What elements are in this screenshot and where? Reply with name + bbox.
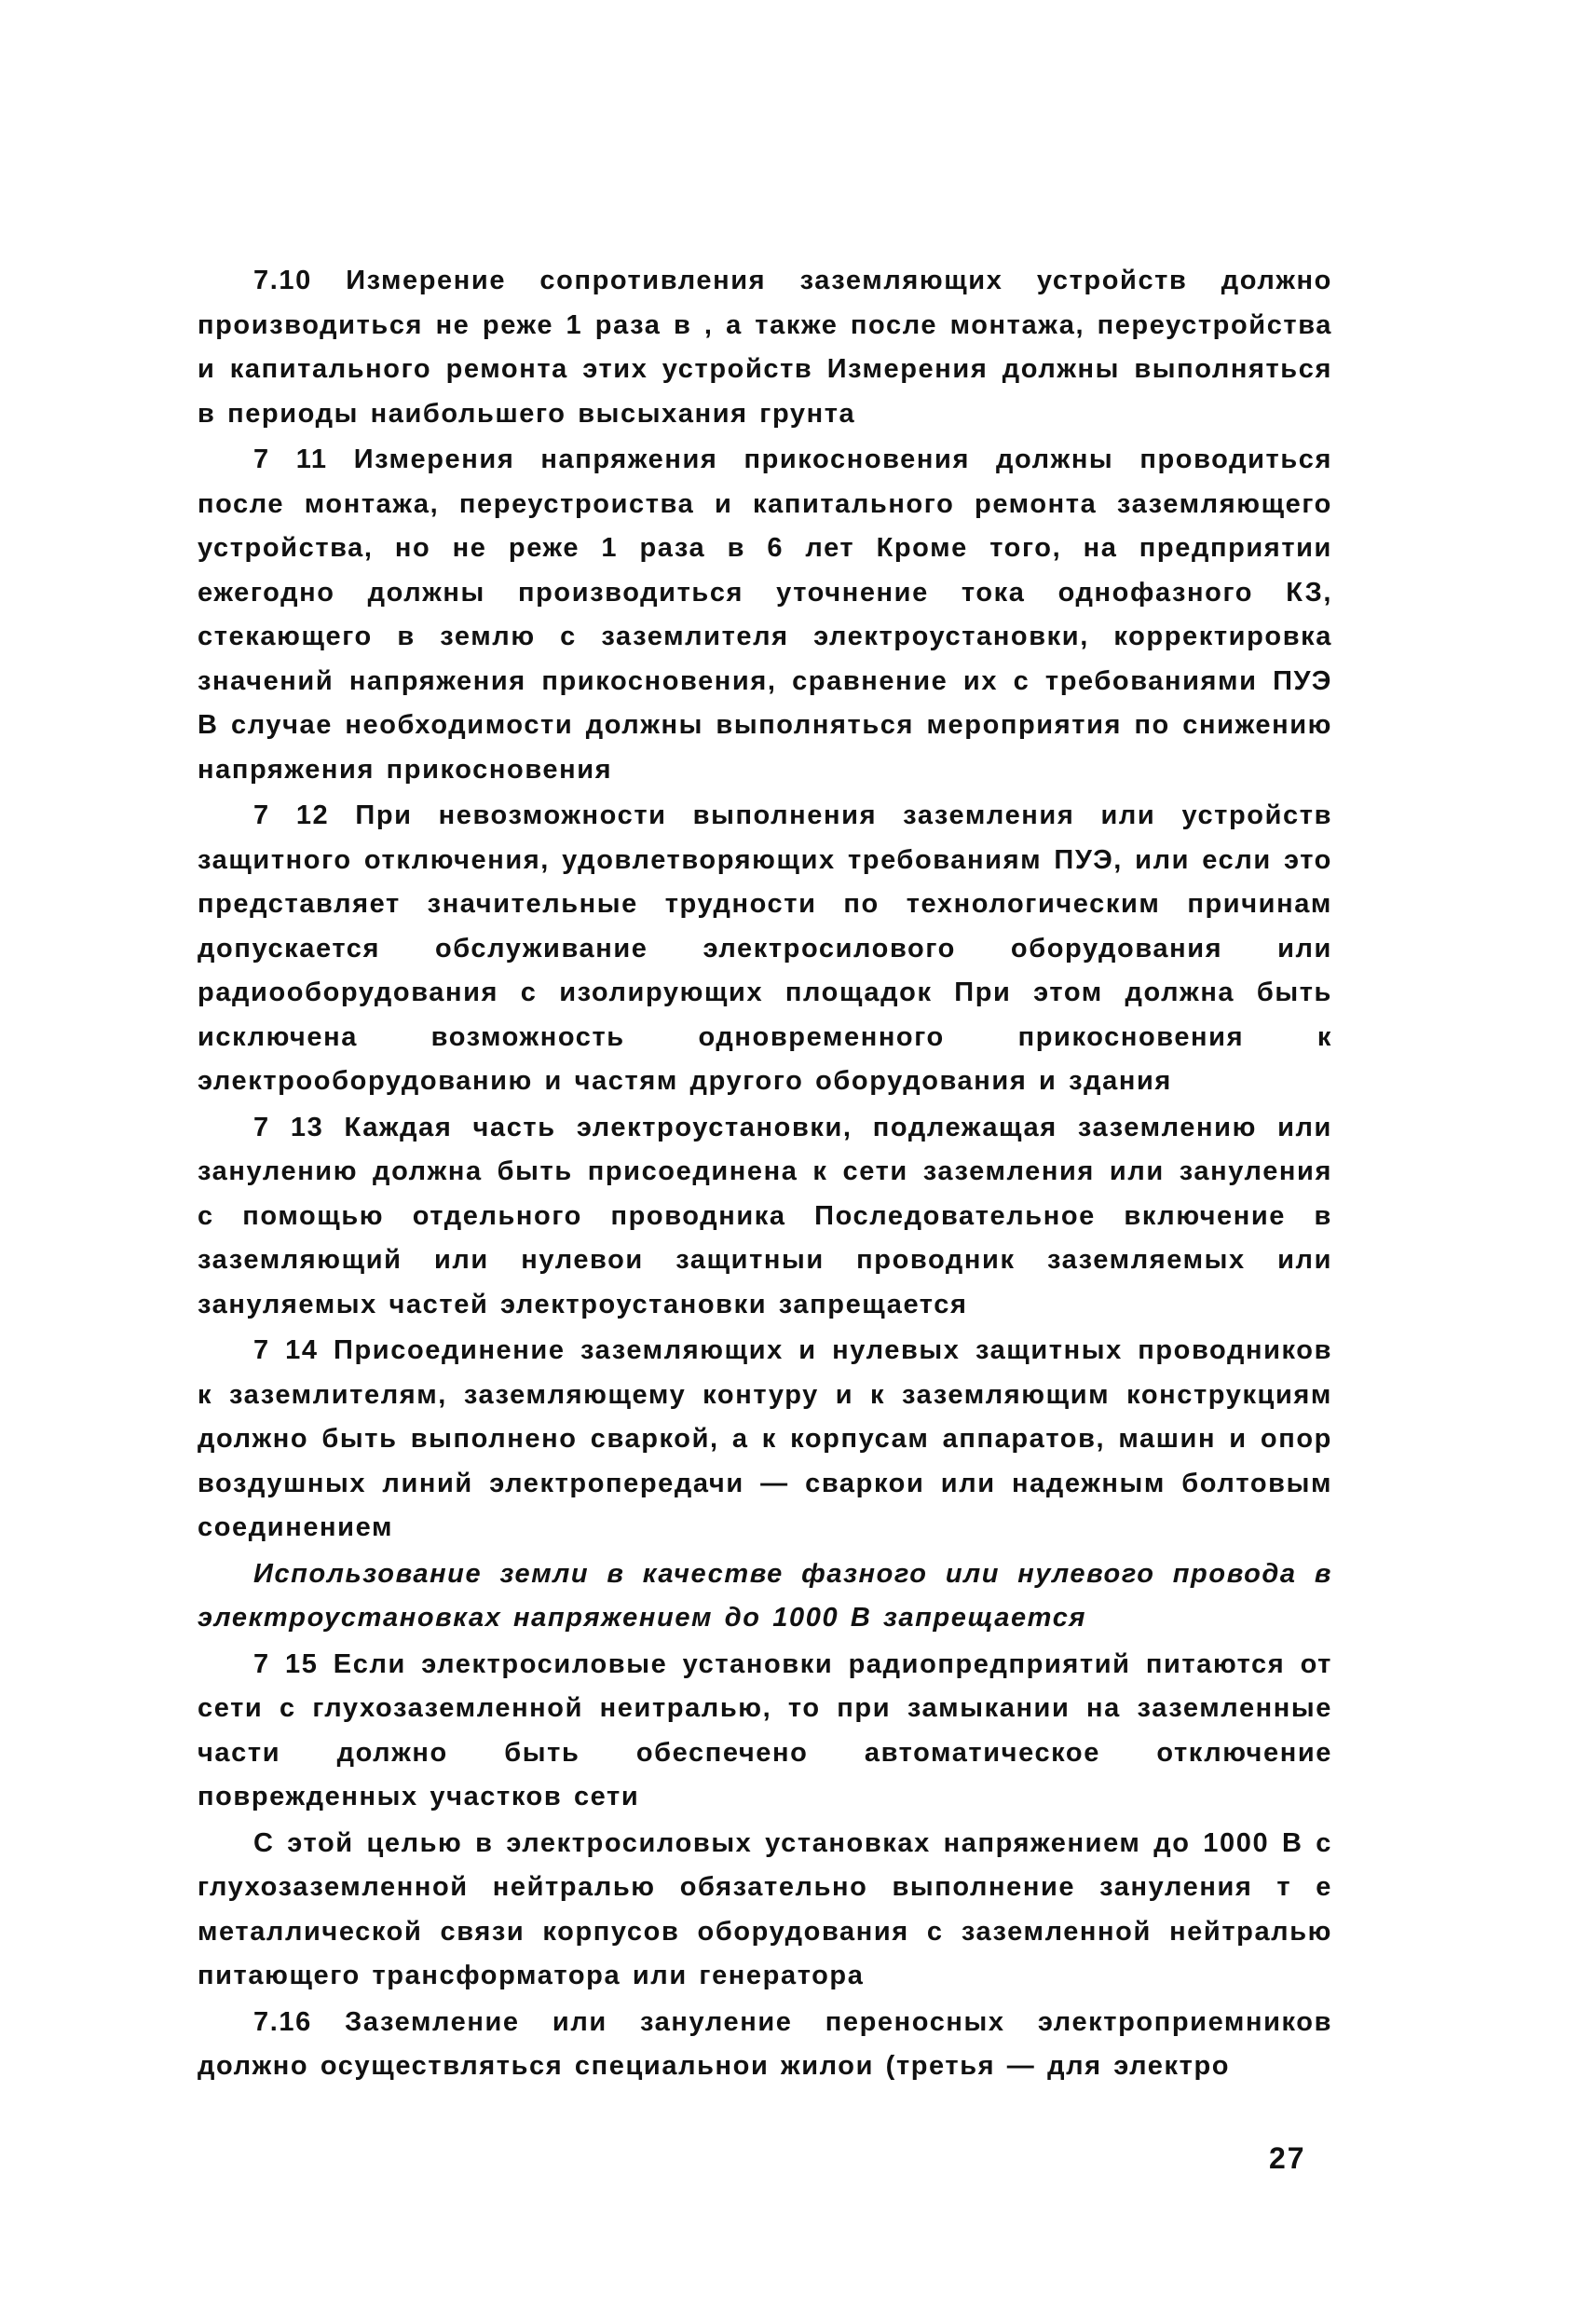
paragraph-7-14-note: Использование земли в качестве фазного или нулевого провода в электроустановках напряжением до 1000 В запрещается — [198, 1558, 1332, 1633]
page-number: 27 — [1269, 2141, 1306, 2175]
paragraph-7-13: 7 13 Каждая часть электроустановки, подлежащая заземлению или занулению должна быть присоединена к сети заземления или зануления с помощью отдельного проводника Последовательное включение в заземляющий или нулевои защитныи проводник заземляемых или зануляемых частей электроустановки запрещается — [198, 1112, 1332, 1319]
paragraph-7-15: 7 15 Если электросиловые установки радиопредприятий питаются от сети с глухозаземленной неитралью, то при замыкании на заземленные части должно быть обеспечено автоматическое отключение поврежденных участков сети — [198, 1648, 1332, 1811]
paragraph-7-12: 7 12 При невозможности выполнения заземления или устройств защитного отключения, удовлетворяющих требованиям ПУЭ, или если это представляет значительные трудности по технологическим причинам допускается обслуживание электросилового оборудования или радиооборудования с изолирующих площадок При этом должна быть исключена возможность одновременного прикосновения к электрооборудованию и частям другого оборудования и здания — [198, 800, 1332, 1096]
paragraph-7-11: 7 11 Измерения напряжения прикосновения должны проводиться после монтажа, переустроиства и капитального ремонта заземляющего устройства, но не реже 1 раза в 6 лет Кроме того, на предприятии ежегодно должны производиться уточнение тока однофазного КЗ, стекающего в землю с заземлителя электроустановки, корректировка значений напряжения прикосновения, сравнение их с требованиями ПУЭ В случае необходимости должны выполняться мероприятия по снижению напряжения прикосновения — [198, 444, 1332, 785]
document-body — [198, 259, 1332, 2091]
paragraph-7-14: 7 14 Присоединение заземляющих и нулевых защитных проводников к заземлителям, заземляющему контуру и к заземляющим конструкциям должно быть выполнено сваркой, а к корпусам аппаратов, машин и опор воздушных линий электропередачи — сваркои или надежным болтовым соединением — [198, 1335, 1332, 1542]
paragraph-7-15-note: С этой целью в электросиловых установках напряжением до 1000 В с глухозаземленной нейтралью обязательно выполнение зануления т е металлической связи корпусов оборудования с заземленной нейтралью питающего трансформатора или генератора — [198, 1827, 1332, 1990]
paragraph-7-10: 7.10 Измерение сопротивления заземляющих устройств должно производиться не реже 1 раза в , а также после монтажа, переустройства и капитального ремонта этих устройств Измерения должны выполняться в периоды наибольшего высыхания грунта — [198, 266, 1332, 429]
paragraph-7-16: 7.16 Заземление или зануление переносных электроприемников должно осуществляться специальнои жилои (третья — для электро — [198, 2006, 1332, 2081]
